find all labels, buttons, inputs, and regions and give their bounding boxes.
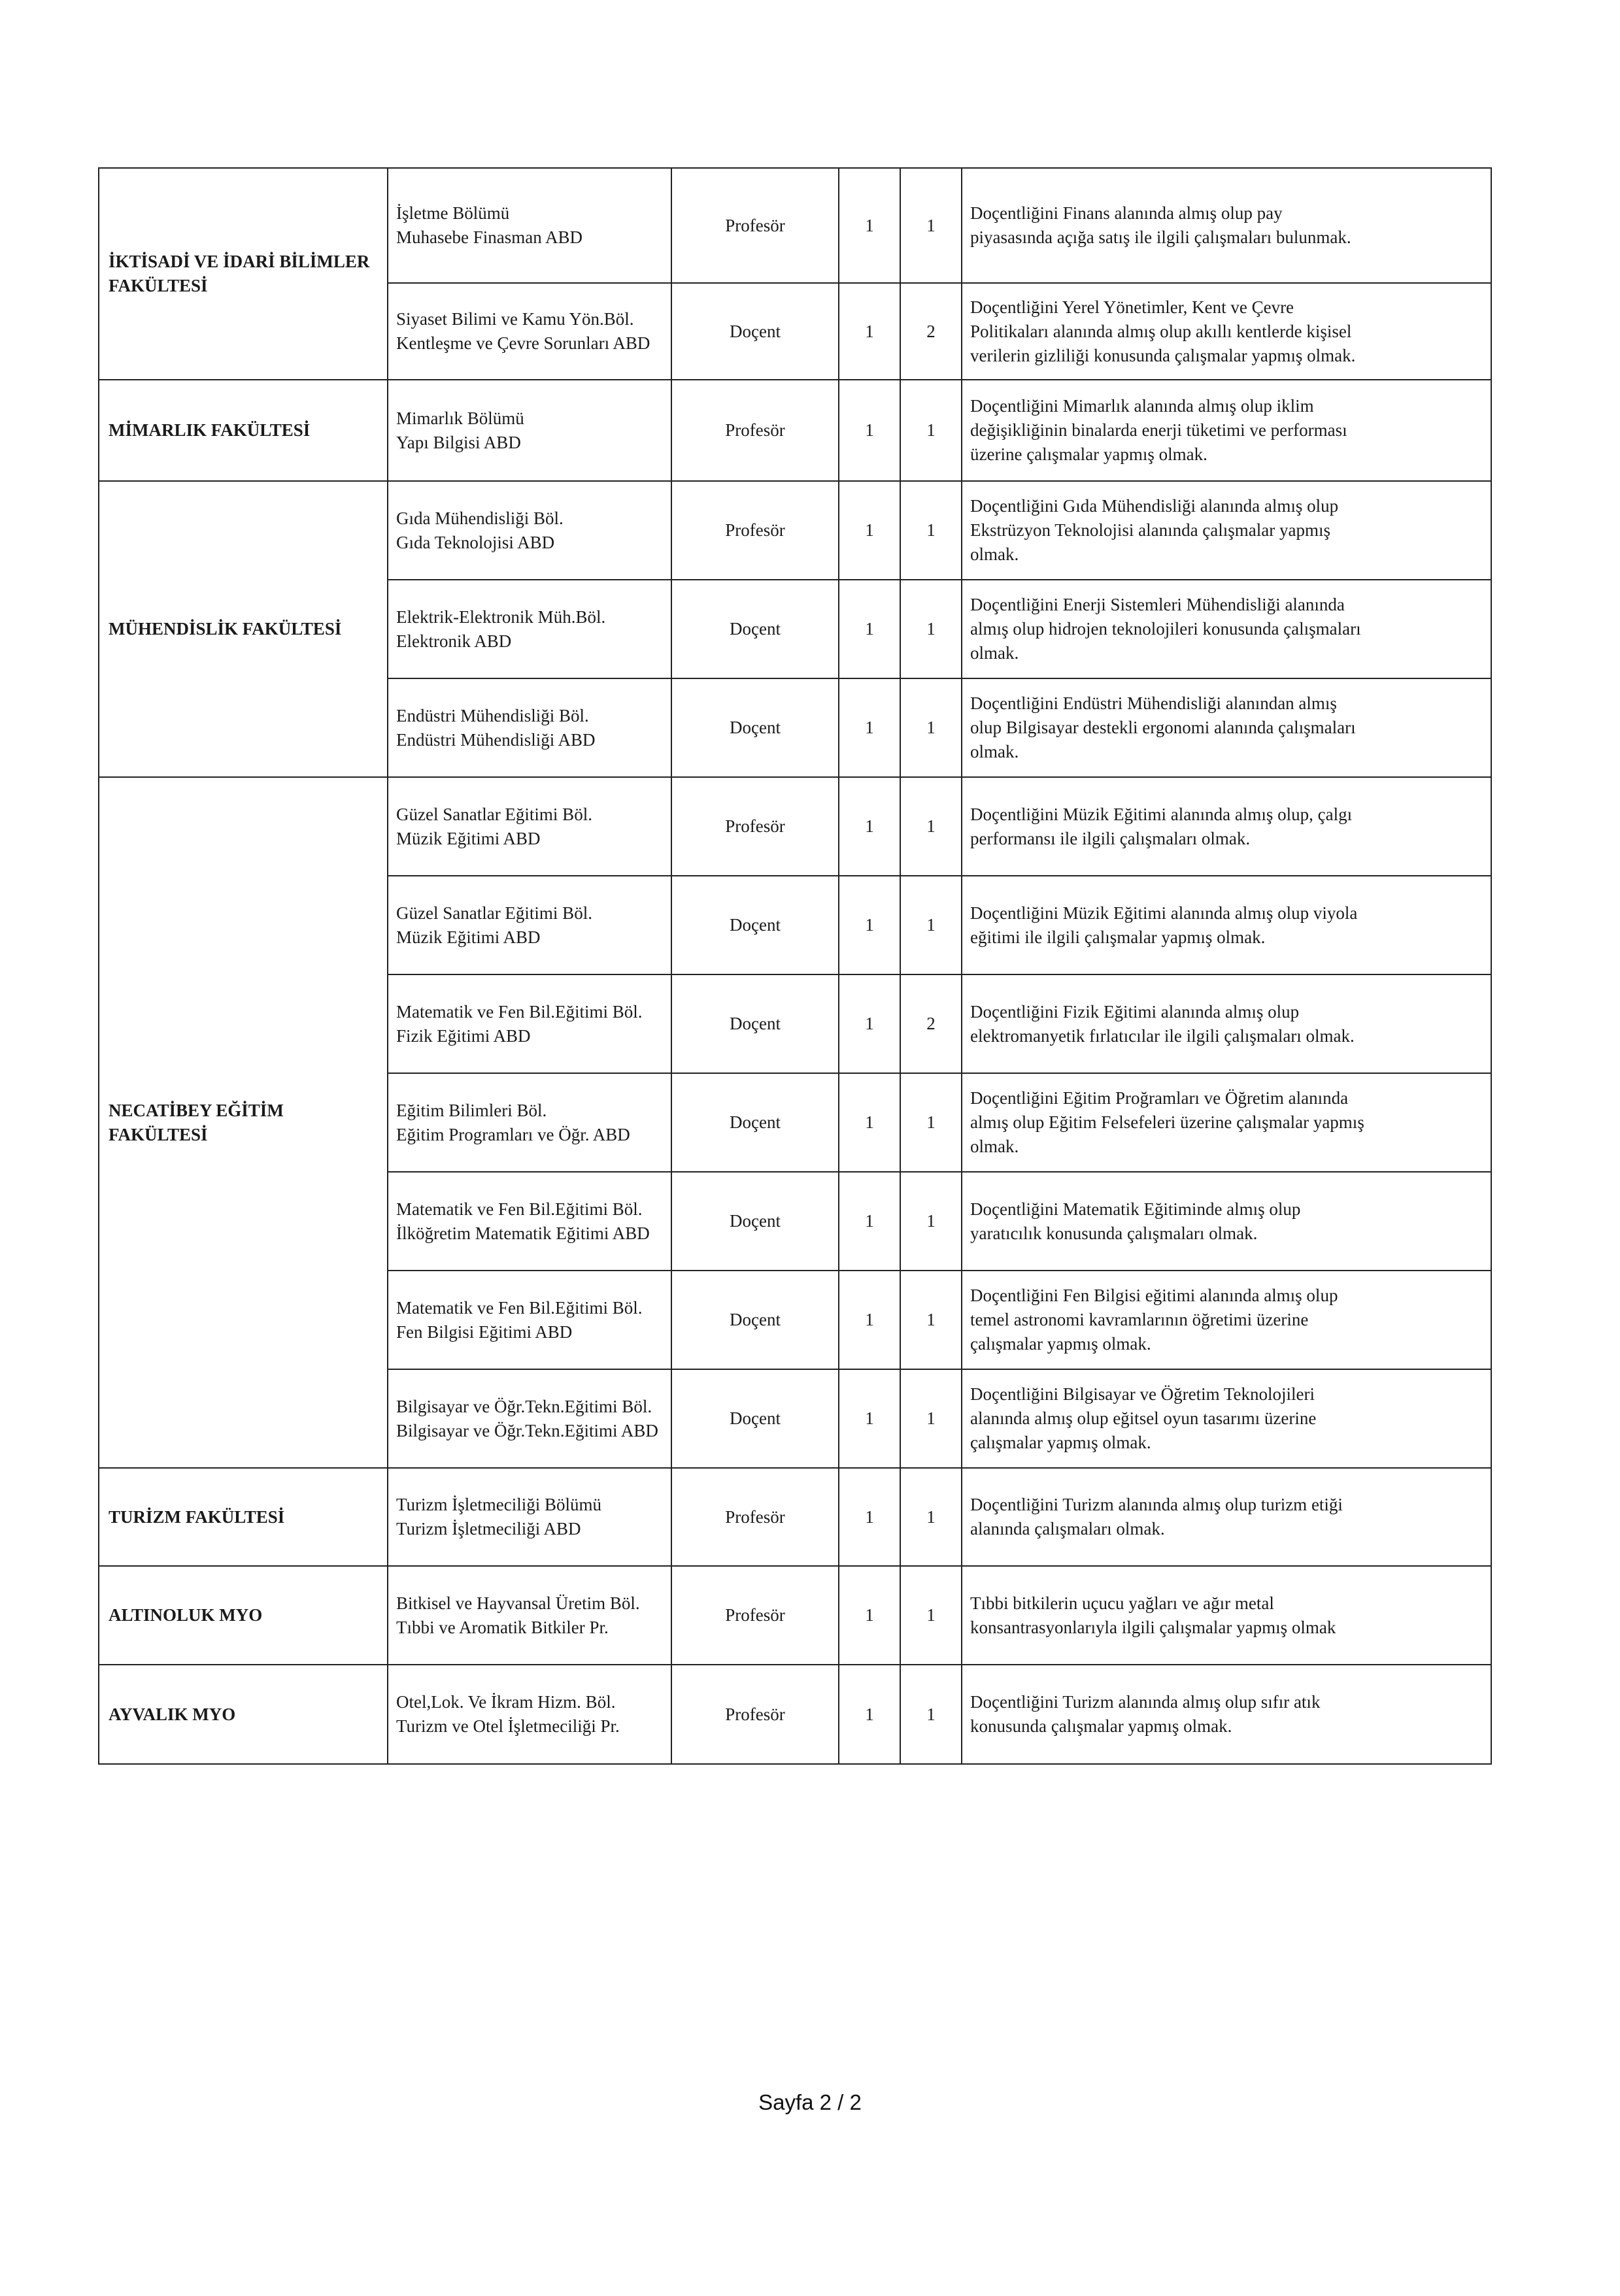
department-cell: Güzel Sanatlar Eğitimi Böl. Müzik Eğitimi ABD — [388, 777, 671, 876]
department-cell: Bilgisayar ve Öğr.Tekn.Eğitimi Böl. Bilgisayar ve Öğr.Tekn.Eğitimi ABD — [388, 1369, 671, 1468]
table-row — [99, 777, 1491, 876]
title-cell: Doçent — [671, 283, 839, 380]
title-cell: Doçent — [671, 876, 839, 974]
requirement-cell: Doçentliğini Fen Bilgisi eğitimi alanında almış olup temel astronomi kavramlarının öğretimi üzerine çalışmalar yapmış olmak. — [962, 1271, 1491, 1369]
title-cell: Doçent — [671, 974, 839, 1073]
requirement-cell: Doçentliğini Eğitim Proğramları ve Öğretim alanında almış olup Eğitim Felsefeleri üzerine çalışmalar yapmış olmak. — [962, 1073, 1491, 1172]
requirement-cell: Doçentliğini Finans alanında almış olup pay piyasasında açığa satış ile ilgili çalışmaları bulunmak. — [962, 168, 1491, 283]
count-cell: 1 — [839, 283, 900, 380]
faculty-cell: AYVALIK MYO — [99, 1665, 388, 1764]
title-cell: Doçent — [671, 1271, 839, 1369]
count-cell: 1 — [839, 580, 900, 678]
requirement-cell: Doçentliğini Mimarlık alanında almış olup iklim değişikliğinin binalarda enerji tüketimi ve performası üzerine çalışmalar yapmış olmak. — [962, 380, 1491, 481]
department-cell: Siyaset Bilimi ve Kamu Yön.Böl. Kentleşme ve Çevre Sorunları ABD — [388, 283, 671, 380]
department-cell: Otel,Lok. Ve İkram Hizm. Böl. Turizm ve Otel İşletmeciliği Pr. — [388, 1665, 671, 1764]
count-cell: 1 — [839, 1665, 900, 1764]
department-cell: Matematik ve Fen Bil.Eğitimi Böl. Fen Bilgisi Eğitimi ABD — [388, 1271, 671, 1369]
count-cell: 1 — [839, 1271, 900, 1369]
department-cell: İşletme Bölümü Muhasebe Finasman ABD — [388, 168, 671, 283]
title-cell: Doçent — [671, 1369, 839, 1468]
title-cell: Profesör — [671, 481, 839, 580]
requirement-cell: Doçentliğini Endüstri Mühendisliği alanından almış olup Bilgisayar destekli ergonomi alanında çalışmaları olmak. — [962, 678, 1491, 777]
table-row — [99, 168, 1491, 283]
title-cell: Profesör — [671, 1566, 839, 1665]
title-cell: Profesör — [671, 380, 839, 481]
faculty-cell: MÜHENDİSLİK FAKÜLTESİ — [99, 481, 388, 777]
count-cell: 1 — [839, 876, 900, 974]
count-cell: 1 — [900, 678, 962, 777]
faculty-cell: TURİZM FAKÜLTESİ — [99, 1468, 388, 1566]
title-cell: Doçent — [671, 580, 839, 678]
count-cell: 1 — [900, 1566, 962, 1665]
department-cell: Gıda Mühendisliği Böl. Gıda Teknolojisi ABD — [388, 481, 671, 580]
department-cell: Endüstri Mühendisliği Böl. Endüstri Mühendisliği ABD — [388, 678, 671, 777]
count-cell: 1 — [900, 1369, 962, 1468]
table-row — [99, 1665, 1491, 1764]
faculty-cell: İKTİSADİ VE İDARİ BİLİMLER FAKÜLTESİ — [99, 168, 388, 380]
table-row — [99, 481, 1491, 580]
count-cell: 1 — [839, 1073, 900, 1172]
count-cell: 2 — [900, 283, 962, 380]
requirement-cell: Doçentliğini Enerji Sistemleri Mühendisliği alanında almış olup hidrojen teknolojileri konusunda çalışmaları olmak. — [962, 580, 1491, 678]
count-cell: 1 — [900, 380, 962, 481]
count-cell: 1 — [839, 1369, 900, 1468]
count-cell: 1 — [839, 974, 900, 1073]
requirement-cell: Doçentliğini Yerel Yönetimler, Kent ve Çevre Politikaları alanında almış olup akıllı kentlerde kişisel verilerin gizliliği konusunda çalışmalar yapmış olmak. — [962, 283, 1491, 380]
requirement-cell: Doçentliğini Gıda Mühendisliği alanında almış olup Ekstrüzyon Teknolojisi alanında çalışmalar yapmış olmak. — [962, 481, 1491, 580]
department-cell: Matematik ve Fen Bil.Eğitimi Böl. Fizik Eğitimi ABD — [388, 974, 671, 1073]
count-cell: 1 — [900, 1665, 962, 1764]
title-cell: Doçent — [671, 678, 839, 777]
department-cell: Güzel Sanatlar Eğitimi Böl. Müzik Eğitimi ABD — [388, 876, 671, 974]
requirement-cell: Doçentliğini Fizik Eğitimi alanında almış olup elektromanyetik fırlatıcılar ile ilgili çalışmaları olmak. — [962, 974, 1491, 1073]
count-cell: 1 — [839, 678, 900, 777]
count-cell: 1 — [900, 1172, 962, 1271]
count-cell: 1 — [900, 580, 962, 678]
count-cell: 1 — [900, 168, 962, 283]
faculty-cell: NECATİBEY EĞİTİM FAKÜLTESİ — [99, 777, 388, 1468]
count-cell: 1 — [839, 1172, 900, 1271]
title-cell: Profesör — [671, 1665, 839, 1764]
table-row — [99, 380, 1491, 481]
count-cell: 1 — [900, 481, 962, 580]
count-cell: 1 — [900, 1271, 962, 1369]
title-cell: Doçent — [671, 1172, 839, 1271]
department-cell: Eğitim Bilimleri Böl. Eğitim Programları ve Öğr. ABD — [388, 1073, 671, 1172]
department-cell: Matematik ve Fen Bil.Eğitimi Böl. İlköğretim Matematik Eğitimi ABD — [388, 1172, 671, 1271]
faculty-cell: ALTINOLUK MYO — [99, 1566, 388, 1665]
requirement-cell: Doçentliğini Turizm alanında almış olup sıfır atık konusunda çalışmalar yapmış olmak. — [962, 1665, 1491, 1764]
requirement-cell: Doçentliğini Müzik Eğitimi alanında almış olup, çalgı performansı ile ilgili çalışmaları olmak. — [962, 777, 1491, 876]
count-cell: 2 — [900, 974, 962, 1073]
count-cell: 1 — [900, 1073, 962, 1172]
title-cell: Profesör — [671, 777, 839, 876]
department-cell: Turizm İşletmeciliği Bölümü Turizm İşletmeciliği ABD — [388, 1468, 671, 1566]
count-cell: 1 — [900, 1468, 962, 1566]
table-row — [99, 1468, 1491, 1566]
requirement-cell: Doçentliğini Bilgisayar ve Öğretim Teknolojileri alanında almış olup eğitsel oyun tasarımı üzerine çalışmalar yapmış olmak. — [962, 1369, 1491, 1468]
department-cell: Elektrik-Elektronik Müh.Böl. Elektronik ABD — [388, 580, 671, 678]
count-cell: 1 — [900, 777, 962, 876]
count-cell: 1 — [839, 1566, 900, 1665]
title-cell: Profesör — [671, 1468, 839, 1566]
title-cell: Profesör — [671, 168, 839, 283]
requirement-cell: Doçentliğini Matematik Eğitiminde almış olup yaratıcılık konusunda çalışmaları olmak. — [962, 1172, 1491, 1271]
count-cell: 1 — [839, 1468, 900, 1566]
title-cell: Doçent — [671, 1073, 839, 1172]
count-cell: 1 — [839, 777, 900, 876]
count-cell: 1 — [900, 876, 962, 974]
positions-table — [98, 167, 1492, 1765]
count-cell: 1 — [839, 168, 900, 283]
requirement-cell: Tıbbi bitkilerin uçucu yağları ve ağır metal konsantrasyonlarıyla ilgili çalışmalar yapmış olmak — [962, 1566, 1491, 1665]
page-number: Sayfa 2 / 2 — [758, 2090, 862, 2114]
requirement-cell: Doçentliğini Turizm alanında almış olup turizm etiği alanında çalışmaları olmak. — [962, 1468, 1491, 1566]
table-row — [99, 1566, 1491, 1665]
count-cell: 1 — [839, 380, 900, 481]
department-cell: Bitkisel ve Hayvansal Üretim Böl. Tıbbi ve Aromatik Bitkiler Pr. — [388, 1566, 671, 1665]
count-cell: 1 — [839, 481, 900, 580]
department-cell: Mimarlık Bölümü Yapı Bilgisi ABD — [388, 380, 671, 481]
requirement-cell: Doçentliğini Müzik Eğitimi alanında almış olup viyola eğitimi ile ilgili çalışmalar yapmış olmak. — [962, 876, 1491, 974]
faculty-cell: MİMARLIK FAKÜLTESİ — [99, 380, 388, 481]
